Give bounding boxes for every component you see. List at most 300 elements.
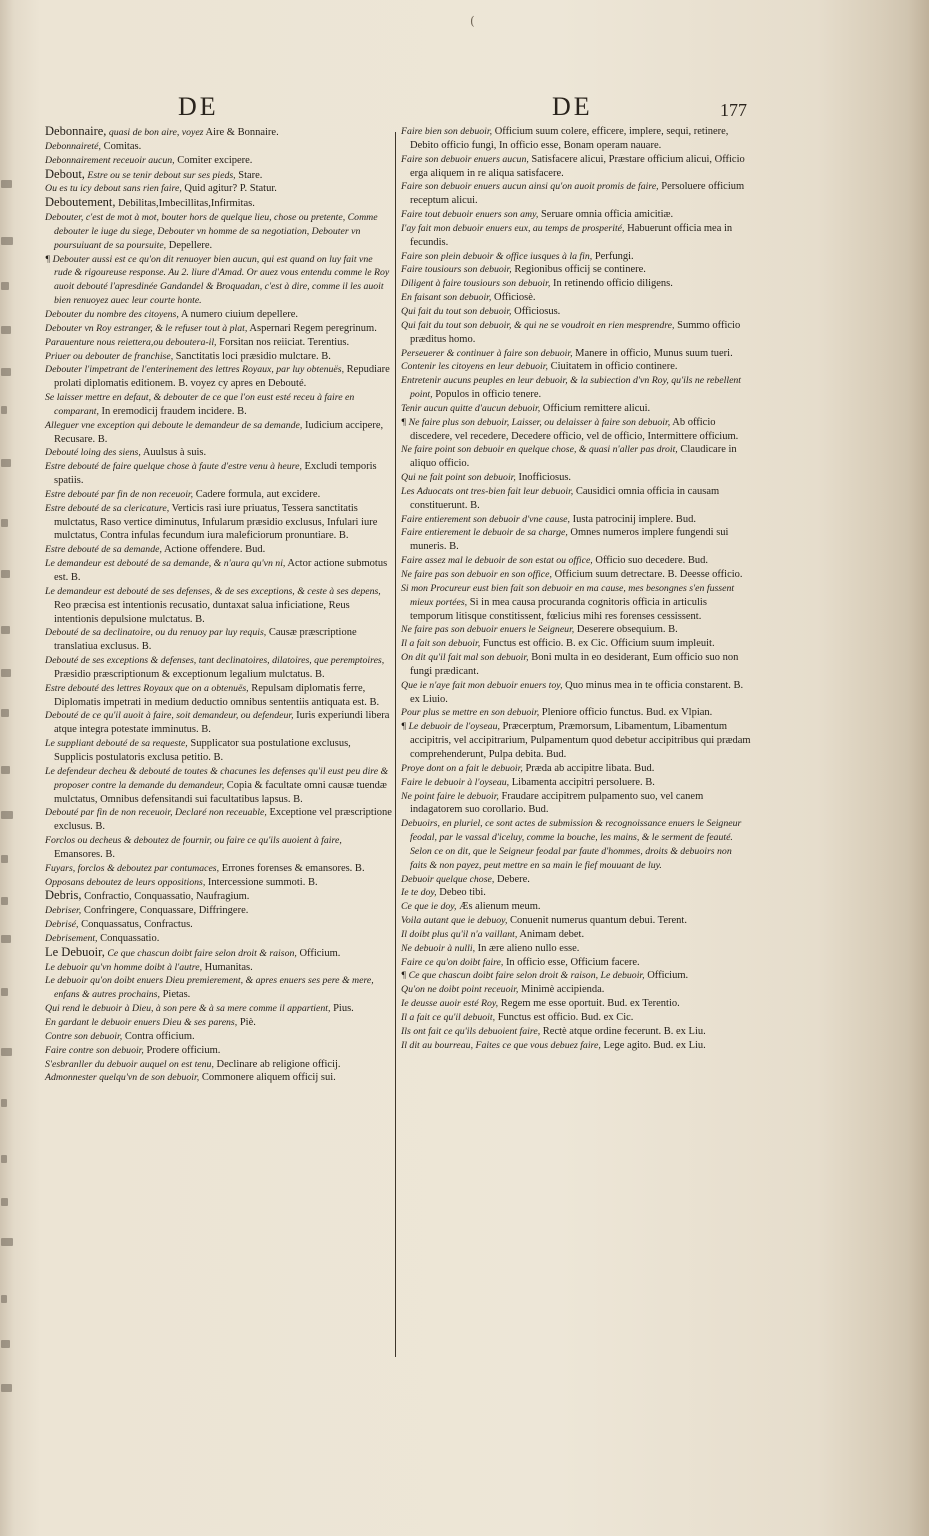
entry-latin: Præcerptum, Præmorsum, Libamentum, Libamentum accipitris, vel accipitrarium, Pulpamentum quod debetur accipitribus qui prædam comprehenderunt, Pulpa debita. Bud. bbox=[410, 721, 751, 760]
entry-latin: Actor actione submotus est. B. bbox=[54, 558, 388, 583]
entry-latin: Commonere aliquem officij sui. bbox=[199, 1072, 336, 1084]
dictionary-entry bbox=[401, 623, 751, 637]
gutter-mark bbox=[1, 459, 11, 467]
entry-french: Priuer ou debouter de franchise, bbox=[45, 350, 174, 362]
dictionary-entry bbox=[401, 762, 751, 776]
entry-french: Que ie n'aye fait mon debuoir enuers toy, bbox=[401, 679, 563, 691]
entry-french: Si mon Procureur eust bien fait son debuoir en ma cause, mes besongnes s'en fussent mieux portées, bbox=[401, 582, 735, 608]
gutter-marks bbox=[0, 0, 14, 1536]
page-edge bbox=[907, 0, 929, 1536]
dictionary-entry bbox=[45, 125, 392, 140]
entry-french: Qui rend le debuoir à Dieu, à son pere & à sa mere comme il appartient, bbox=[45, 1003, 331, 1015]
entry-french: Voila autant que ie debuoy, bbox=[401, 915, 508, 927]
dictionary-entry bbox=[401, 153, 751, 181]
gutter-mark bbox=[1, 855, 8, 863]
dictionary-entry bbox=[45, 168, 392, 183]
entry-french: Ne faire pas son debuoir en son office, bbox=[401, 569, 552, 580]
entry-latin: Officium. bbox=[644, 970, 689, 982]
entry-latin: Verticis rasi iure priuatus, Tessera sanctitatis mulctatus, Raso vertice diminutus, Infularum præsidio exclusus, Infulari iure mulctatus, Contra infulas fecundum iura maleficiorum pronuntiare. B. bbox=[54, 502, 378, 542]
entry-latin: Debere. bbox=[494, 873, 530, 885]
dictionary-entry bbox=[401, 347, 751, 361]
dictionary-entry bbox=[401, 706, 751, 720]
entry-french: Faire son debuoir enuers aucun, bbox=[401, 153, 529, 165]
dictionary-entry bbox=[45, 211, 392, 253]
entry-headword: Debout, bbox=[45, 166, 85, 181]
gutter-mark bbox=[1, 626, 10, 634]
dictionary-entry bbox=[401, 208, 751, 222]
entry-french: En faisant son debuoir, bbox=[401, 292, 492, 304]
dictionary-entry bbox=[45, 961, 392, 975]
dictionary-entry bbox=[401, 526, 751, 554]
entry-latin: Debilitas,Imbecillitas,Infirmitas. bbox=[115, 198, 255, 210]
dictionary-entry bbox=[401, 928, 751, 942]
entry-french: Fuyars, forclos & deboutez par contumaces, bbox=[45, 862, 220, 874]
entry-french: Le demandeur est debouté de ses defenses, & de ses exceptions, & ceste à ses depens, bbox=[45, 585, 381, 597]
gutter-mark bbox=[1, 1048, 12, 1056]
entry-headword: Debris, bbox=[45, 888, 82, 903]
entry-french: quasi de bon aire, voyez bbox=[106, 127, 204, 138]
entry-latin: Iusta patrocinij implere. Bud. bbox=[569, 513, 696, 525]
entry-latin: Actione offendere. Bud. bbox=[161, 544, 266, 556]
dictionary-entry bbox=[45, 876, 392, 890]
dictionary-entry bbox=[45, 253, 392, 308]
dictionary-entry bbox=[401, 983, 751, 997]
entry-latin: Repulsam diplomatis ferre, Diplomatis impetrati in medium deductio omnibus sententiis antiquata est. B. bbox=[54, 682, 380, 708]
dictionary-entry bbox=[45, 336, 392, 350]
dictionary-entry bbox=[45, 737, 392, 765]
entry-french: Il a fait son debuoir, bbox=[401, 638, 481, 650]
dictionary-entry bbox=[401, 222, 751, 250]
entry-french: Il doibt plus qu'il n'a vaillant, bbox=[401, 928, 518, 940]
running-head-right: DE bbox=[552, 92, 593, 121]
entry-french: Debouté de ses exceptions & defenses, tant declinatoires, dilatoires, que peremptoires, bbox=[45, 655, 385, 667]
entry-latin: Habuerunt officia mea in fecundis. bbox=[410, 222, 733, 248]
entry-latin: Manere in officio, Munus suum tueri. bbox=[572, 347, 733, 359]
entry-french: Ne point faire le debuoir, bbox=[401, 790, 499, 802]
dictionary-entry bbox=[45, 543, 392, 557]
dictionary-entry bbox=[45, 1016, 392, 1030]
running-head-left: DE bbox=[178, 92, 219, 121]
column-rule bbox=[395, 132, 396, 1357]
dictionary-entry bbox=[45, 308, 392, 322]
entry-latin: Officium suum detrectare. B. Deesse officio. bbox=[551, 569, 743, 580]
entry-french: Forclos ou decheus & deboutez de fournir, ou faire ce qu'ils auoient à faire, bbox=[45, 835, 342, 847]
entry-latin: Lege agito. Bud. ex Liu. bbox=[600, 1039, 706, 1051]
entry-latin: Summo officio præditus homo. bbox=[410, 319, 741, 345]
page-number: 177 bbox=[720, 100, 747, 120]
entry-latin: Causæ præscriptione translatiua exclusus. B. bbox=[54, 627, 357, 653]
entry-french: Debrisement, bbox=[45, 932, 98, 944]
entry-latin: Repudiare prolati diplomatis editionem. B. voyez cy apres en Debouté. bbox=[54, 364, 390, 390]
entry-latin: Auulsus à suis. bbox=[140, 447, 207, 459]
entry-latin: Errones forenses & emansores. B. bbox=[219, 862, 365, 874]
entry-latin: Declinare ab religione officij. bbox=[213, 1058, 341, 1070]
entry-french: On dit qu'il fait mal son debuoir, bbox=[401, 652, 529, 664]
entry-latin: Officio suo decedere. Bud. bbox=[592, 555, 709, 567]
entry-latin: Si in mea causa procuranda cognitoris officia in articulis temporum litisque constitissent, fœlicius mihi res forenses cessissent. bbox=[410, 596, 707, 622]
entry-french: Se laisser mettre en defaut, & debouter de ce que l'on eust esté receu à faire en comparant, bbox=[45, 392, 355, 417]
entry-latin: A numero ciuium depellere. bbox=[178, 308, 299, 320]
entry-latin: In officio esse, Officium facere. bbox=[503, 956, 640, 968]
entry-latin: Claudicare in aliquo officio. bbox=[410, 444, 737, 470]
left-column bbox=[45, 125, 392, 1085]
dictionary-entry bbox=[45, 502, 392, 544]
entry-latin: Comitas. bbox=[100, 140, 142, 152]
dictionary-entry bbox=[45, 1058, 392, 1072]
entry-french: I'ay fait mon debuoir enuers eux, au temps de prosperité, bbox=[401, 222, 625, 234]
entry-french: Admonnester quelqu'vn de son debuoir, bbox=[45, 1072, 200, 1084]
dictionary-entry bbox=[45, 1002, 392, 1016]
dictionary-entry bbox=[401, 263, 751, 277]
entry-french: Estre ou se tenir debout sur ses pieds, bbox=[84, 169, 236, 181]
entry-french: ¶ Le debuoir de l'oyseau, bbox=[401, 721, 500, 733]
entry-latin: Aspernari Regem peregrinum. bbox=[247, 322, 377, 334]
top-mark: ( bbox=[470, 14, 475, 28]
dictionary-entry bbox=[45, 709, 392, 737]
dictionary-entry bbox=[45, 419, 392, 447]
entry-latin: Intercessione summoti. B. bbox=[205, 876, 318, 888]
entry-latin: Debeo tibi. bbox=[436, 887, 486, 899]
entry-latin: Rectè atque ordine fecerunt. B. ex Liu. bbox=[540, 1025, 706, 1037]
entry-french: Debriser, bbox=[45, 905, 82, 917]
gutter-mark bbox=[1, 237, 13, 245]
entry-latin: Cadere formula, aut excidere. bbox=[193, 488, 321, 500]
dictionary-entry bbox=[401, 720, 751, 762]
entry-french: Proye dont on a fait le debuoir, bbox=[401, 762, 523, 774]
entry-french: Faire entierement son debuoir d'vne cause, bbox=[401, 513, 570, 525]
dictionary-entry bbox=[401, 900, 751, 914]
dictionary-entry bbox=[45, 446, 392, 460]
entry-latin: Præda ab accipitre libata. Bud. bbox=[522, 762, 655, 774]
dictionary-entry bbox=[401, 942, 751, 956]
dictionary-entry bbox=[401, 956, 751, 970]
gutter-mark bbox=[1, 669, 11, 677]
dictionary-entry bbox=[401, 374, 751, 402]
entry-french: Contre son debuoir, bbox=[45, 1030, 123, 1042]
entry-french: Opposans deboutez de leurs oppositions, bbox=[45, 876, 206, 888]
entry-french: Ne faire pas son debuoir enuers le Seigneur, bbox=[401, 624, 575, 636]
entry-french: Tenir aucun quitte d'aucun debuoir, bbox=[401, 402, 541, 414]
entry-french: Qu'on ne doibt point receuoir, bbox=[401, 984, 519, 996]
entry-french: Debonnaireté, bbox=[45, 140, 101, 152]
entry-latin: Boni multa in eo desiderant, Eum officio suo non fungi prædicant. bbox=[410, 652, 739, 677]
dictionary-entry bbox=[45, 322, 392, 336]
dictionary-entry bbox=[45, 182, 392, 196]
entry-french: Debuoirs, en pluriel, ce sont actes de submission & recognoissance enuers le Seigneur feodal, par le vassal d'iceluy, comme la bouche, les mains, & le serment de feauté. Selon ce on dit, que le Seigneur feodal par faute d'hommes, droits & debuoirs non faits & non payez, peut mettre en sa main le fief mouuant de luy. bbox=[401, 818, 742, 871]
entry-latin: Quo minus mea in te officia constarent. B. ex Liuio. bbox=[410, 679, 744, 705]
dictionary-entry bbox=[45, 154, 392, 168]
dictionary-entry bbox=[401, 360, 751, 374]
gutter-mark bbox=[1, 1238, 13, 1246]
entry-french: Il dit au bourreau, Faites ce que vous debuez faire, bbox=[401, 1039, 601, 1051]
entry-french: Qui fait du tout son debuoir, & qui ne se voudroit en rien mesprendre, bbox=[401, 319, 675, 331]
dictionary-entry bbox=[45, 946, 392, 961]
entry-latin: Præsidio præscriptionum & exceptionum legalium mulctatus. B. bbox=[54, 668, 325, 680]
entry-latin: Conquassatus, Confractus. bbox=[78, 919, 193, 931]
entry-french: Ce que chascun doibt faire selon droit & raison, bbox=[104, 947, 297, 959]
dictionary-entry bbox=[45, 974, 392, 1002]
gutter-mark bbox=[1, 282, 9, 290]
dictionary-entry bbox=[401, 790, 751, 818]
gutter-mark bbox=[1, 570, 10, 578]
entry-latin: Ciuitatem in officio continere. bbox=[547, 361, 678, 373]
entry-french: Le debuoir qu'on doibt enuers Dieu premierement, & apres enuers ses pere & mere, enfans & autres prochains, bbox=[45, 975, 374, 1001]
dictionary-entry bbox=[401, 250, 751, 264]
entry-french: Les Aduocats ont tres-bien fait leur debuoir, bbox=[401, 485, 574, 497]
dictionary-entry bbox=[45, 363, 392, 391]
dictionary-entry bbox=[45, 585, 392, 627]
dictionary-entry bbox=[45, 654, 392, 682]
entry-french: Le demandeur est debouté de sa demande, & n'aura qu'vn ni, bbox=[45, 558, 286, 570]
gutter-mark bbox=[1, 406, 7, 414]
gutter-mark bbox=[1, 1295, 7, 1303]
dictionary-entry bbox=[401, 305, 751, 319]
entry-french: Contenir les citoyens en leur debuoir, bbox=[401, 361, 548, 373]
entry-latin: Humanitas. bbox=[202, 961, 253, 973]
dictionary-entry bbox=[401, 471, 751, 485]
dictionary-entry bbox=[401, 997, 751, 1011]
dictionary-entry bbox=[401, 679, 751, 707]
dictionary-entry bbox=[45, 350, 392, 364]
entry-latin: Regem me esse oportuit. Bud. ex Terentio. bbox=[498, 998, 680, 1010]
dictionary-entry bbox=[45, 834, 392, 862]
entry-french: Debouté de ce qu'il auoit à faire, soit demandeur, ou defendeur, bbox=[45, 710, 294, 722]
entry-french: Perseuerer & continuer à faire son debuoir, bbox=[401, 347, 573, 359]
entry-latin: Omnes numeros implere fungendi sui muneris. B. bbox=[410, 527, 729, 553]
dictionary-entry bbox=[401, 277, 751, 291]
gutter-mark bbox=[1, 180, 12, 188]
dictionary-entry bbox=[45, 862, 392, 876]
entry-french: Parauenture nous reiettera,ou deboutera-il, bbox=[45, 336, 217, 348]
entry-latin: Inofficiosus. bbox=[515, 472, 572, 484]
entry-latin: Excludi temporis spatiis. bbox=[54, 461, 377, 487]
entry-latin: Pietas. bbox=[159, 989, 191, 1001]
entry-latin: Satisfacere alicui, Præstare officium alicui, Officio erga aliquem in re aliqua satisfacere. bbox=[410, 153, 745, 179]
entry-french: Estre debouté de sa demande, bbox=[45, 544, 162, 556]
entry-latin: Confractio, Conquassatio, Naufragium. bbox=[81, 891, 250, 903]
entry-french: Ie te doy, bbox=[401, 887, 437, 899]
dictionary-entry bbox=[401, 969, 751, 983]
entry-french: Diligent à faire tousiours son debuoir, bbox=[401, 278, 551, 290]
entry-french: S'esbranller du debuoir auquel on est tenu, bbox=[45, 1058, 214, 1070]
entry-headword: Debonnaire, bbox=[45, 124, 107, 138]
entry-latin: Emansores. B. bbox=[54, 848, 115, 860]
entry-latin: Stare. bbox=[235, 169, 263, 181]
entry-latin: In retinendo officio diligens. bbox=[550, 278, 673, 290]
entry-latin: Conquassatio. bbox=[97, 932, 160, 944]
entry-french: Faire ce qu'on doibt faire, bbox=[401, 956, 504, 968]
gutter-mark bbox=[1, 1155, 7, 1163]
entry-french: Estre debouté de sa clericature, bbox=[45, 502, 170, 514]
entry-latin: Officium. bbox=[296, 947, 341, 959]
entry-latin: Pleniore officio functus. Bud. ex Vlpian. bbox=[539, 707, 713, 719]
entry-headword: Le Debuoir, bbox=[45, 944, 105, 959]
entry-french: Debouter l'impetrant de l'enterinement des lettres Royaux, par luy obtenuës, bbox=[45, 364, 345, 376]
entry-latin: Confringere, Conquassare, Diffringere. bbox=[81, 905, 249, 917]
entry-french: Ils ont fait ce qu'ils debuoient faire, bbox=[401, 1025, 541, 1037]
entry-latin: Forsitan nos reiiciat. Terentius. bbox=[216, 336, 350, 348]
entry-french: Faire entierement le debuoir de sa charge, bbox=[401, 527, 568, 539]
entry-french: Faire son debuoir enuers aucun ainsi qu'on auoit promis de faire, bbox=[401, 181, 659, 193]
entry-latin: Conuenit numerus quantum debui. Terent. bbox=[507, 915, 687, 927]
entry-french: Ne debuoir à nulli, bbox=[401, 942, 476, 954]
dictionary-entry bbox=[401, 582, 751, 624]
entry-french: En gardant le debuoir enuers Dieu & ses parens, bbox=[45, 1017, 238, 1028]
gutter-mark bbox=[1, 1340, 10, 1348]
entry-french: Le defendeur decheu & debouté de toutes & chacunes les defenses qu'il eust peu dire & proposer contre la demande du demandeur, bbox=[45, 765, 389, 791]
dictionary-entry bbox=[401, 873, 751, 887]
entry-latin: Officium suum colere, efficere, implere, sequi, retinere, Debito officio fungi, In officio esse, Bonam operam nauare. bbox=[410, 126, 729, 151]
entry-latin: Functus est officio. Bud. ex Cic. bbox=[495, 1012, 634, 1023]
entry-french: Ie deusse auoir esté Roy, bbox=[401, 998, 499, 1010]
entry-latin: Sanctitatis loci præsidio mulctare. B. bbox=[173, 350, 331, 362]
dictionary-entry bbox=[401, 291, 751, 305]
gutter-mark bbox=[1, 519, 8, 527]
entry-latin: Functus est officio. B. ex Cic. Officium suum impleuit. bbox=[480, 638, 715, 650]
dictionary-entry bbox=[401, 914, 751, 928]
entry-french: ¶ Ce que chascun doibt faire selon droit & raison, Le debuoir, bbox=[401, 970, 645, 982]
entry-french: Alleguer vne exception qui deboute le demandeur de sa demande, bbox=[45, 419, 303, 431]
dictionary-entry bbox=[401, 568, 751, 582]
dictionary-entry bbox=[401, 513, 751, 527]
dictionary-entry bbox=[401, 125, 751, 153]
entry-latin: Æs alienum meum. bbox=[456, 901, 541, 913]
entry-french: Ce que ie doy, bbox=[401, 901, 457, 913]
entry-latin: Deserere obsequium. B. bbox=[574, 624, 678, 636]
entry-latin: Exceptione vel præscriptione exclusus. B. bbox=[54, 807, 392, 833]
gutter-mark bbox=[1, 935, 11, 943]
dictionary-entry bbox=[45, 889, 392, 904]
dictionary-entry bbox=[401, 817, 751, 872]
entry-latin: Supplicator sua postulatione exclusus, Supplicis postulatoris exclusa petitio. B. bbox=[54, 738, 351, 763]
entry-latin: Comiter excipere. bbox=[174, 154, 253, 166]
entry-french: Faire le debuoir à l'oyseau, bbox=[401, 776, 510, 788]
dictionary-entry bbox=[401, 1011, 751, 1025]
entry-latin: Piè. bbox=[237, 1017, 256, 1028]
dictionary-entry bbox=[401, 319, 751, 347]
dictionary-entry bbox=[45, 918, 392, 932]
entry-french: Debuoir quelque chose, bbox=[401, 873, 495, 885]
entry-french: Ou es tu icy debout sans rien faire, bbox=[45, 183, 182, 195]
entry-latin: Ab officio discedere, vel recedere, Decedere officio, vel de officio, Intermittere officium. bbox=[410, 416, 739, 442]
entry-headword: Deboutement, bbox=[45, 195, 116, 210]
entry-latin: Causidici omnia officia in causam constituerunt. B. bbox=[410, 485, 720, 511]
entry-french: Debouter du nombre des citoyens, bbox=[45, 308, 179, 320]
dictionary-entry bbox=[401, 651, 751, 679]
dictionary-entry bbox=[45, 391, 392, 419]
dictionary-entry bbox=[45, 904, 392, 918]
entry-french: Debouté de sa declinatoire, ou du renuoy par luy requis, bbox=[45, 627, 267, 639]
entry-french: Debouté par fin de non receuoir, Declaré non receuable, bbox=[45, 807, 267, 819]
gutter-mark bbox=[1, 811, 13, 819]
entry-latin: Regionibus officij se continere. bbox=[511, 264, 646, 276]
entry-latin: Reo præcisa est intentionis recusatio, duntaxat salua inficiatione, Reus intentionis depulsione mulctatus. B. bbox=[54, 599, 350, 625]
entry-french: Faire bien son debuoir, bbox=[401, 126, 493, 137]
gutter-mark bbox=[1, 988, 8, 996]
gutter-mark bbox=[1, 368, 11, 376]
entry-latin: Libamenta accipitri persoluere. B. bbox=[509, 776, 655, 788]
gutter-mark bbox=[1, 897, 8, 905]
entry-latin: Depellere. bbox=[166, 239, 213, 251]
dictionary-entry bbox=[45, 932, 392, 946]
entry-latin: Perfungi. bbox=[592, 250, 634, 262]
entry-latin: In ære alieno nullo esse. bbox=[475, 942, 580, 954]
entry-latin: Iudicium accipere, Recusare. B. bbox=[54, 419, 384, 445]
dictionary-entry bbox=[45, 682, 392, 710]
entry-french: Pour plus se mettre en son debuoir, bbox=[401, 707, 540, 719]
entry-latin: Seruare omnia officia amicitiæ. bbox=[538, 209, 674, 221]
dictionary-entry bbox=[401, 402, 751, 416]
dictionary-entry bbox=[45, 1030, 392, 1044]
entry-latin: Copia & facultate omni causæ tuendæ mulctatus, Omnibus defensitandi sui facultatibus lapsus. B. bbox=[54, 779, 387, 805]
right-column bbox=[401, 125, 751, 1053]
dictionary-entry bbox=[45, 196, 392, 211]
entry-french: Faire son plein debuoir & office iusques à la fin, bbox=[401, 250, 593, 262]
entry-french: Debouter vn Roy estranger, & le refuser tout à plat, bbox=[45, 322, 248, 334]
entry-french: Qui ne fait point son debuoir, bbox=[401, 472, 516, 484]
entry-french: ¶ Debouter aussi est ce qu'on dit renuoyer bien aucun, qui est quand on luy fait vne rude & rigoureuse response. Au 2. liure d'Amad. Or auez vous entendu comme le Roy auoit debouté l'apresdinée Gandandel & Broquadan, c'est à dire, comme il les auoit bien renuoyez auec leur courte honte. bbox=[45, 253, 390, 307]
dictionary-entry bbox=[45, 806, 392, 834]
entry-latin: Fraudare accipitrem pulpamento suo, vel canem indagatorem suo corollario. Bud. bbox=[410, 790, 704, 816]
entry-latin: Aire & Bonnaire. bbox=[203, 127, 279, 138]
entry-french: Ne faire point son debuoir en quelque chose, & quasi n'aller pas droit, bbox=[401, 444, 678, 456]
entry-latin: Officiosè. bbox=[491, 292, 536, 304]
entry-french: Qui fait du tout son debuoir, bbox=[401, 305, 512, 317]
entry-french: ¶ Ne faire plus son debuoir, Laisser, ou delaisser à faire son debuoir, bbox=[401, 416, 671, 428]
entry-french: Estre debouté de faire quelque chose à faute d'estre venu à heure, bbox=[45, 461, 302, 473]
entry-french: Faire tousiours son debuoir, bbox=[401, 264, 512, 276]
gutter-mark bbox=[1, 1198, 8, 1206]
gutter-mark bbox=[1, 766, 10, 774]
entry-latin: Populos in officio tenere. bbox=[432, 389, 542, 401]
entry-latin: Contra officium. bbox=[122, 1030, 195, 1042]
entry-french: Il a fait ce qu'il debuoit, bbox=[401, 1012, 496, 1023]
entry-latin: Minimè accipienda. bbox=[518, 984, 605, 996]
entry-latin: Persoluere officium receptum alicui. bbox=[410, 181, 745, 207]
dictionary-entry bbox=[45, 140, 392, 154]
entry-french: Le suppliant debouté de sa requeste, bbox=[45, 738, 188, 750]
gutter-mark bbox=[1, 1384, 12, 1392]
dictionary-entry bbox=[45, 1071, 392, 1085]
entry-latin: In eremodicij fraudem incidere. B. bbox=[98, 405, 247, 417]
gutter-mark bbox=[1, 326, 11, 334]
gutter-mark bbox=[1, 1099, 7, 1107]
entry-french: Faire contre son debuoir, bbox=[45, 1044, 144, 1056]
entry-latin: Iuris experiundi libera atque integra potestate imminutus. B. bbox=[54, 710, 390, 736]
entry-french: Estre debouté par fin de non receuoir, bbox=[45, 488, 194, 500]
dictionary-entry bbox=[401, 886, 751, 900]
dictionary-entry bbox=[401, 554, 751, 568]
entry-french: Estre debouté des lettres Royaux que on a obtenuës, bbox=[45, 682, 249, 694]
dictionary-entry bbox=[401, 180, 751, 208]
dictionary-entry bbox=[401, 1039, 751, 1053]
entry-french: Le debuoir qu'vn homme doibt à l'autre, bbox=[45, 961, 203, 973]
entry-latin: Animam debet. bbox=[517, 928, 585, 940]
dictionary-entry bbox=[45, 460, 392, 488]
dictionary-entry bbox=[45, 488, 392, 502]
dictionary-entry bbox=[401, 485, 751, 513]
entry-french: Debouté loing des siens, bbox=[45, 447, 141, 459]
dictionary-entry bbox=[45, 626, 392, 654]
entry-latin: Pius. bbox=[330, 1003, 354, 1015]
entry-french: Debrisé, bbox=[45, 919, 79, 931]
entry-french: Debonnairement receuoir aucun, bbox=[45, 154, 175, 166]
dictionary-entry bbox=[45, 765, 392, 807]
entry-french: Debouter, c'est de mot à mot, bouter hors de quelque lieu, chose ou pretente, Comme debouter le iuge du siege, Debouter vn homme de sa negotiation, Debouter vn poursuiuant de sa poursuite, bbox=[45, 212, 378, 251]
dictionary-entry bbox=[45, 557, 392, 585]
dictionary-entry bbox=[45, 1044, 392, 1058]
entry-french: Faire assez mal le debuoir de son estat ou office, bbox=[401, 555, 593, 567]
